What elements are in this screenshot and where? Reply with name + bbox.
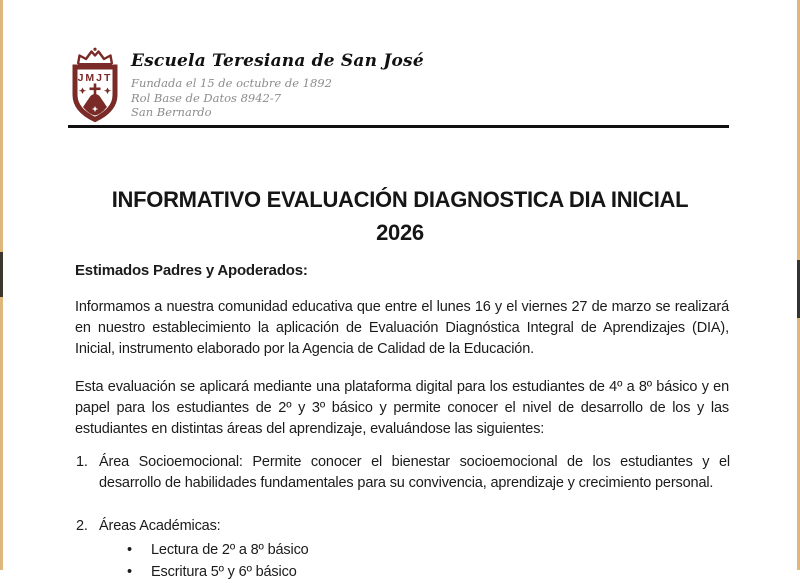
list-item-text: Área Socioemocional: Permite conocer el bienestar socioemocional de los estudiantes y el desarrollo de habilidades fundamentales para su convivencia, aprendizaje y crecimiento personal.: [99, 454, 730, 491]
greeting-line: Estimados Padres y Apoderados:: [75, 262, 308, 279]
list-item-number: 2.: [76, 518, 88, 534]
list-item-socioemocional: [76, 452, 730, 494]
letterhead-subtext: [131, 76, 424, 120]
left-edge-dark-marker: [0, 252, 3, 297]
crest-initials: JMJT: [77, 72, 113, 84]
list-item-text: Áreas Académicas:: [99, 518, 221, 534]
evaluation-areas-list: [76, 452, 730, 583]
school-crest-logo: [67, 46, 123, 123]
paragraph-2: Esta evaluación se aplicará mediante una plataforma digital para los estudiantes de 4º a 8º básico y en papel para los estudiantes de 2º y 3º básico y permite conocer el nivel de desarrollo de los y las estudiantes en distintas áreas del aprendizaje, evaluándose las siguientes:: [75, 379, 729, 437]
document-title: [0, 183, 800, 249]
school-name: Escuela Teresiana de San José: [131, 51, 424, 71]
letterhead-text: [131, 51, 424, 120]
rbd-line: Rol Base de Datos 8942-7: [131, 90, 282, 105]
crest-cross-arm: [90, 88, 101, 91]
city-line: San Bernardo: [131, 105, 212, 119]
bullet-item-lectura: • Lectura de 2º a 8º básico: [127, 539, 730, 561]
academic-areas-sublist: [76, 539, 730, 583]
document-title-line2: 2026: [376, 220, 424, 245]
letterhead-divider: [68, 125, 729, 128]
crest-crown-dot: [93, 48, 96, 51]
document-title-line1: INFORMATIVO EVALUACIÓN DIAGNOSTICA DIA INICIAL: [111, 187, 689, 212]
paragraph-1: Informamos a nuestra comunidad educativa que entre el lunes 16 y el viernes 27 de marzo se realizará en nuestro establecimiento la aplicación de Evaluación Diagnóstica Integral de Aprendizajes (DIA), Inicial, instrumento elaborado por la Agencia de Calidad de la Educación.: [75, 299, 729, 357]
list-item-number: 1.: [76, 454, 88, 470]
list-item-academicas: [76, 516, 730, 537]
crest-crown: [78, 52, 112, 65]
bullet-item-escritura: • Escritura 5º y 6º básico: [127, 561, 730, 583]
founded-line: Fundada el 15 de octubre de 1892: [131, 76, 332, 90]
